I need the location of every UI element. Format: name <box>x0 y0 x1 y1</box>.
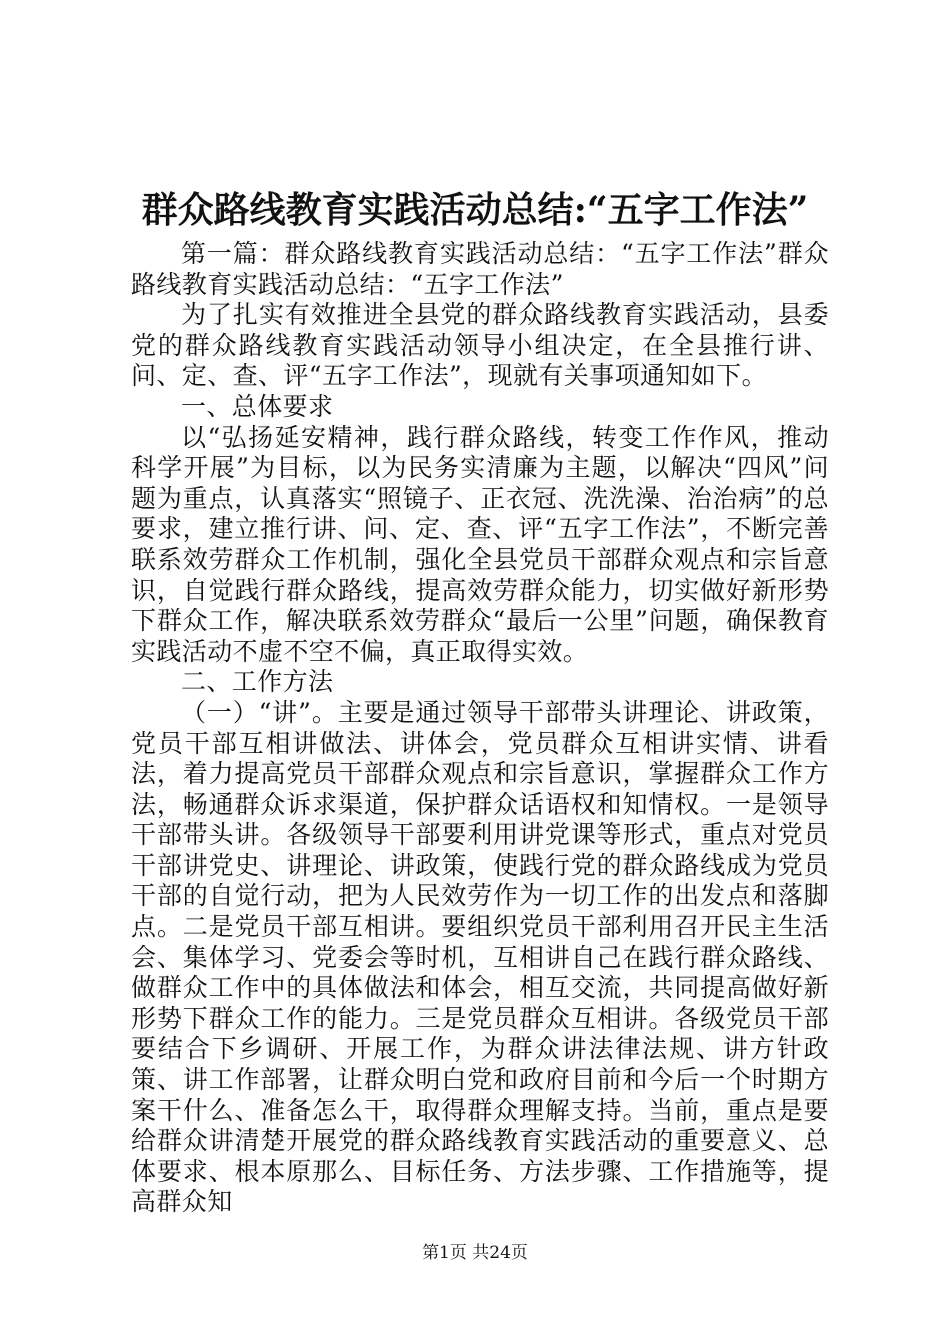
paragraph-general-requirements: 以“弘扬延安精神，践行群众路线，转变工作作风，推动科学开展”为目标，以为民务实清廉为主题，以解决“四风”问题为重点，认真落实“照镜子、正衣冠、洗洗澡、治治病”的总要求，建立推行讲、问、定、查、评“五字工作法”，不断完善联系效劳群众工作机制，强化全县党员干部群众观点和宗旨意识，自觉践行群众路线，提高效劳群众能力，切实做好新形势下群众工作，解决联系效劳群众“最后一公里”问题，确保教育实践活动不虚不空不偏，真正取得实效。 <box>131 422 829 666</box>
section-heading-work-methods: 二、工作方法 <box>181 667 334 697</box>
document-title: 群众路线教育实践活动总结:“五字工作法” <box>141 189 809 231</box>
paragraph-intro: 第一篇：群众路线教育实践活动总结：“五字工作法”群众路线教育实践活动总结：“五字工作法” <box>131 239 829 299</box>
page-footer: 第1页 共24页 <box>422 1243 528 1263</box>
section-heading-general-requirements: 一、总体要求 <box>181 391 334 421</box>
paragraph-purpose: 为了扎实有效推进全县党的群众路线教育实践活动，县委党的群众路线教育实践活动领导小组决定，在全县推行讲、问、定、查、评“五字工作法”，现就有关事项通知如下。 <box>131 300 829 391</box>
paragraph-method-speak: （一）“讲”。主要是通过领导干部带头讲理论、讲政策，党员干部互相讲做法、讲体会，党员群众互相讲实情、讲看法，着力提高党员干部群众观点和宗旨意识，掌握群众工作方法，畅通群众诉求渠道，保护群众话语权和知情权。一是领导干部带头讲。各级领导干部要利用讲党课等形式，重点对党员干部讲党史、讲理论、讲政策，使践行党的群众路线成为党员干部的自觉行动，把为人民效劳作为一切工作的出发点和落脚点。二是党员干部互相讲。要组织党员干部利用召开民主生活会、集体学习、党委会等时机，互相讲自己在践行群众路线、做群众工作中的具体做法和体会，相互交流，共同提高做好新形势下群众工作的能力。三是党员群众互相讲。各级党员干部要结合下乡调研、开展工作，为群众讲法律法规、讲方针政策、讲工作部署，让群众明白党和政府目前和今后一个时期方案干什么、准备怎么干，取得群众理解支持。当前，重点是要给群众讲清楚开展党的群众路线教育实践活动的重要意义、总体要求、根本原那么、目标任务、方法步骤、工作措施等，提高群众知 <box>131 697 829 1217</box>
document-body <box>131 239 829 1218</box>
